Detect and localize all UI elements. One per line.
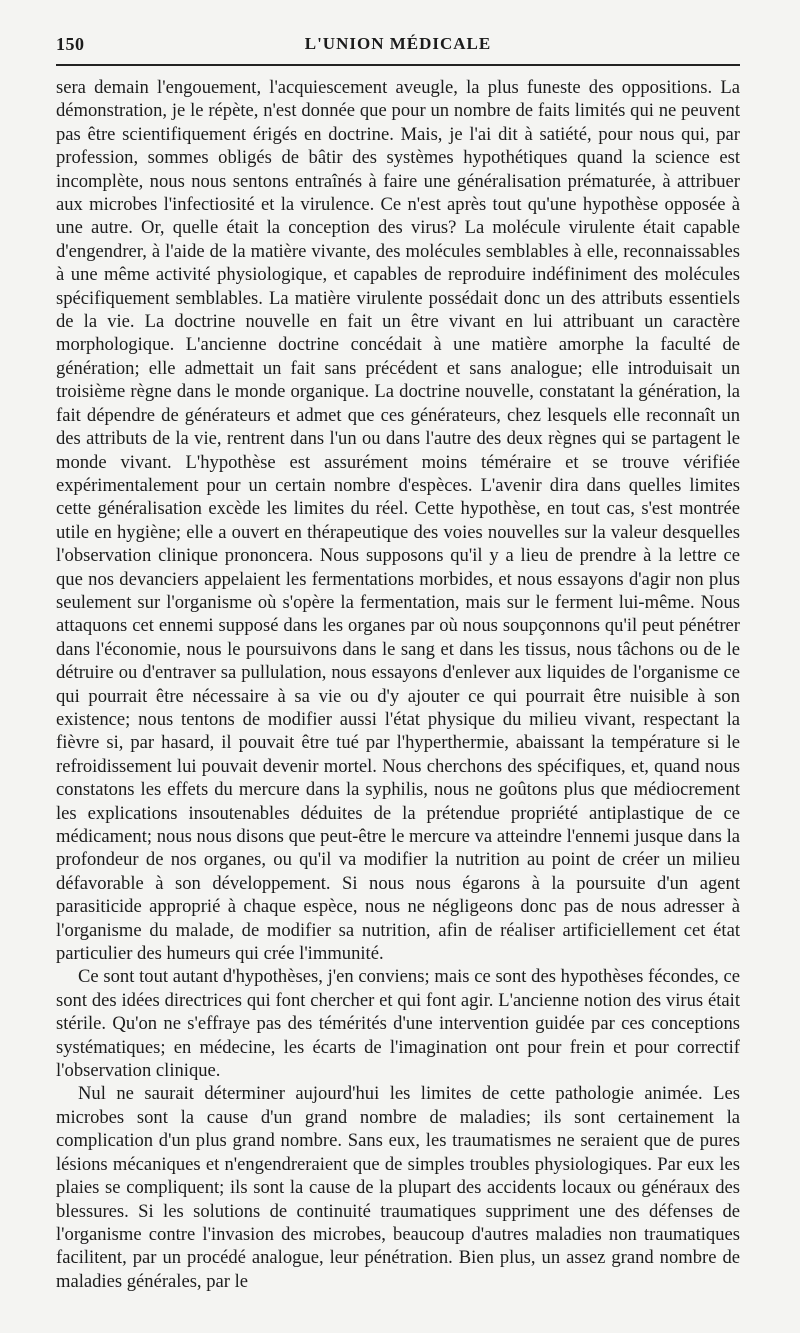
paragraph: Ce sont tout autant d'hypothèses, j'en conviens; mais ce sont des hypothèses fécondes, ce sont des idées directrices qui font chercher et qui font agir. L'ancienne notion des virus était stérile. Qu'on ne s'effraye pas des témérités d'une intervention guidée par ces conceptions systématiques; en médecine, les écarts de l'imagination ont pour frein et pour correctif l'observation clinique.: [56, 966, 740, 1082]
page-number: 150: [56, 34, 85, 54]
running-title: L'UNION MÉDICALE: [304, 34, 492, 53]
header-rule: [56, 64, 740, 66]
paragraph: sera demain l'engouement, l'acquiescement aveugle, la plus funeste des oppositions. La démonstration, je le répète, n'est donnée que pour un nombre de faits limités qui ne peuvent pas être scientifiquement érigés en doctrine. Mais, je l'ai dit à satiété, pour nous qui, par profession, sommes obligés de bâtir des systèmes hypothétiques quand la science est incomplète, nous nous sentons entraînés à faire une généralisation prématurée, à attribuer aux microbes l'infectiosité et la virulence. Ce n'est après tout qu'une hypothèse opposée à une autre. Or, quelle était la conception des virus? La molécule virulente était capable d'engendrer, à l'aide de la matière vivante, des molécules semblables à elle, reconnaissables à une même activité physiologique, et capables de reproduire indéfiniment des molécules spécifiquement semblables. La matière virulente possédait donc un des attributs essentiels de la vie. La doctrine nouvelle en fait un être vivant en lui attribuant un caractère morphologique. L'ancienne doctrine concédait à une matière amorphe la faculté de génération; elle admettait un fait sans précédent et sans analogue; elle introduisait un troisième règne dans le monde organique. La doctrine nouvelle, constatant la génération, la fait dépendre de générateurs et admet que ces générateurs, chez lesquels elle reconnaît un des attributs de la vie, rentrent dans l'un ou dans l'autre des deux règnes qui se partagent le monde vivant. L'hypothèse est assurément moins téméraire et se trouve vérifiée expérimentalement pour un certain nombre d'espèces. L'avenir dira dans quelles limites cette généralisation excède les limites du réel. Cette hypothèse, en tout cas, s'est montrée utile en hygiène; elle a ouvert en thérapeutique des voies nouvelles sur la valeur desquelles l'observation clinique prononcera. Nous supposons qu'il y a lieu de prendre à la lettre ce que nos devanciers appelaient les fermentations morbides, et nous essayons d'agir non plus seulement sur l'organisme où s'opère la fermentation, mais sur le ferment lui-même. Nous attaquons cet ennemi supposé dans les organes par où nous soupçonnons qu'il peut pénétrer dans l'économie, nous le poursuivons dans le sang et dans les tissus, nous tâchons ou de le détruire ou d'entraver sa pullulation, nous essayons d'enlever aux liquides de l'organisme ce qui pourrait être nécessaire à sa vie ou d'y ajouter ce qui pourrait être nuisible à son existence; nous tentons de modifier aussi l'état physique du milieu vivant, respectant la fièvre si, par hasard, il pouvait être tué par l'hyperthermie, abaissant la température si le refroidissement lui pouvait devenir mortel. Nous cherchons des spécifiques, et, quand nous constatons les effets du mercure dans la syphilis, nous ne goûtons plus que médiocrement les explications insoutenables déduites de la prétendue propriété antiplastique de ce médicament; nous nous disons que peut-être le mercure va atteindre l'ennemi jusque dans la profondeur de nos organes, ou qu'il va modifier la nutrition au point de créer un milieu défavorable à son développement. Si nous nous égarons à la poursuite d'un agent parasiticide approprié à chaque espèce, nous ne négligeons donc pas de nous adresser à l'organisme du malade, de modifier sa nutrition, afin de réaliser artificiellement cet état particulier des humeurs qui crée l'immunité.: [56, 77, 740, 965]
page-header: [56, 28, 740, 62]
paragraph: Nul ne saurait déterminer aujourd'hui les limites de cette pathologie animée. Les microbes sont la cause d'un grand nombre de maladies; ils sont certainement la complication d'un plus grand nombre. Sans eux, les traumatismes ne seraient que de pures lésions mécaniques et n'engendreraient que de simples troubles physiologiques. Par eux les plaies se compliquent; ils sont la cause de la plupart des accidents locaux ou généraux des blessures. Si les solutions de continuité traumatiques suppriment une des défenses de l'organisme contre l'invasion des microbes, beaucoup d'autres maladies non traumatiques facilitent, par un procédé analogue, leur pénétration. Bien plus, un assez grand nombre de maladies générales, par le: [56, 1083, 740, 1292]
article-body: [56, 76, 740, 1293]
document-page: [56, 28, 740, 1293]
